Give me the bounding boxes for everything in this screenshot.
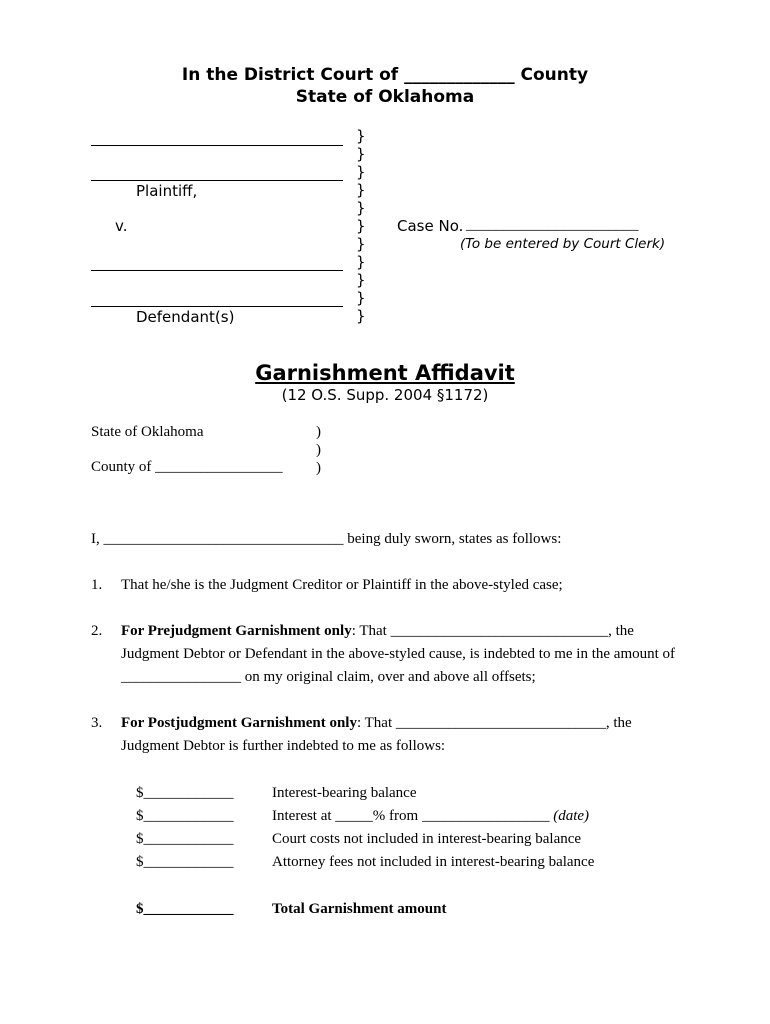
item2-line3[interactable]: ________________ on my original claim, over and above all offsets; — [121, 669, 536, 685]
plaintiff-name-line-1[interactable] — [91, 145, 343, 146]
venue-county[interactable]: County of _________________ — [91, 459, 283, 475]
statute-reference: (12 O.S. Supp. 2004 §1172) — [281, 386, 489, 404]
caption-brace: } — [356, 289, 366, 307]
caption-brace: } — [356, 253, 366, 271]
attorney-fees-amount-field[interactable]: $____________ — [136, 854, 234, 870]
item3-heading: For Postjudgment Garnishment only — [121, 715, 357, 731]
court-header-line1: In the District Court of _____________ County — [181, 65, 589, 85]
venue-state: State of Oklahoma — [91, 424, 204, 440]
case-number-label: Case No. — [397, 217, 464, 235]
document-title: Garnishment Affidavit — [255, 361, 515, 385]
caption-brace: } — [356, 163, 366, 181]
defendant-label: Defendant(s) — [136, 308, 235, 326]
oath-statement[interactable]: I, ________________________________ being duly sworn, states as follows: — [91, 531, 562, 547]
defendant-name-line-2[interactable] — [91, 306, 343, 307]
interest-rate-label: Interest at _____% from _________________ — [272, 808, 550, 824]
defendant-name-line-1[interactable] — [91, 270, 343, 271]
item1-text: That he/she is the Judgment Creditor or Plaintiff in the above-styled case; — [121, 577, 563, 593]
item-number: 3. — [91, 715, 103, 731]
interest-amount-field[interactable]: $____________ — [136, 808, 234, 824]
court-costs-label: Court costs not included in interest-bearing balance — [272, 831, 582, 847]
caption-brace: } — [356, 199, 366, 217]
item3-line1[interactable] — [121, 715, 632, 732]
plaintiff-name-line-2[interactable] — [91, 180, 343, 181]
item2-line1-rest: : That _____________________________, the — [351, 623, 634, 639]
caption-brace: } — [356, 145, 366, 163]
item3-line1-rest: : That ____________________________, the — [356, 715, 632, 731]
interest-balance-amount-field[interactable]: $____________ — [136, 785, 234, 801]
clerk-note: (To be entered by Court Clerk) — [460, 236, 666, 252]
total-amount-label: Total Garnishment amount — [272, 901, 447, 917]
case-number-field[interactable]: _______________________ — [466, 217, 639, 233]
plaintiff-label: Plaintiff, — [136, 182, 198, 200]
total-amount-field[interactable]: $____________ — [136, 901, 234, 917]
interest-balance-label: Interest-bearing balance — [272, 785, 417, 801]
caption-brace: } — [356, 307, 366, 325]
venue-paren: ) — [316, 424, 321, 440]
item-number: 1. — [91, 577, 103, 593]
caption-brace: } — [356, 127, 366, 145]
item-number: 2. — [91, 623, 103, 639]
caption-brace: } — [356, 181, 366, 199]
court-header-line2: State of Oklahoma — [295, 87, 475, 107]
venue-paren: ) — [316, 460, 321, 476]
item2-heading: For Prejudgment Garnishment only — [121, 623, 352, 639]
interest-rate-row[interactable] — [272, 808, 589, 825]
caption-brace: } — [356, 217, 366, 235]
versus-label: v. — [115, 217, 128, 235]
date-hint: (date) — [553, 808, 590, 824]
item2-line2: Judgment Debtor or Defendant in the above-styled cause, is indebted to me in the amount of — [121, 646, 676, 662]
attorney-fees-label: Attorney fees not included in interest-bearing balance — [272, 854, 595, 870]
caption-brace: } — [356, 235, 366, 253]
caption-brace: } — [356, 271, 366, 289]
item2-line1[interactable] — [121, 623, 634, 640]
venue-paren: ) — [316, 442, 321, 458]
court-costs-amount-field[interactable]: $____________ — [136, 831, 234, 847]
item3-line2: Judgment Debtor is further indebted to me as follows: — [121, 738, 446, 754]
